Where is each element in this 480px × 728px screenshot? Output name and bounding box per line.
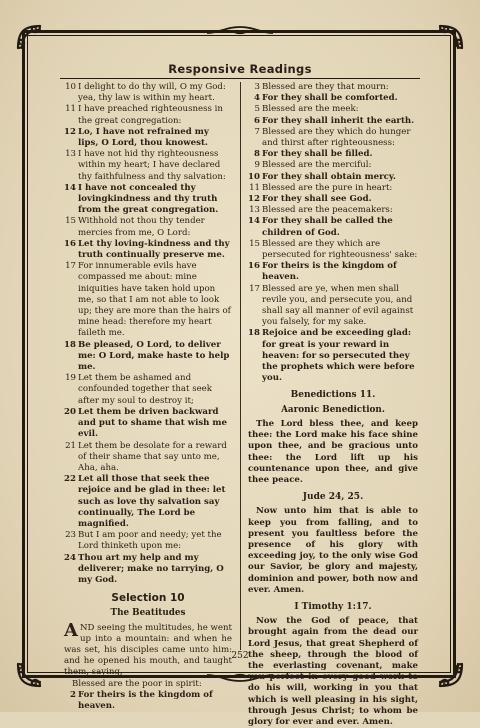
verse-number: 18 [64,339,76,350]
verse [248,82,418,93]
verse-text: For innumerable evils have compassed me about: mine iniquities have taken hold upon me, so that I am not able to look up; they are more than the hairs of mine head: therefore my heart faileth me. [78,261,231,339]
verse-number: 12 [248,194,260,205]
verse-number: 17 [65,261,76,272]
right-column [248,82,418,728]
verse [64,261,232,339]
intro-line: Blessed are the poor in spirit: [72,678,202,689]
corner-ornament-bottom-right [436,660,466,690]
corner-ornament-top-right [436,22,466,52]
verse-text: For they shall be comforted. [262,93,398,104]
timothy-reference: I Timothy 1:17. [294,601,372,612]
verse [248,104,418,115]
verse-number: 14 [64,182,76,193]
verse-number: 10 [65,82,76,92]
verse-number: 18 [248,328,260,339]
verse [64,690,232,712]
verse-number: 17 [249,283,260,294]
verse-number: 3 [254,82,260,92]
verse-number: 22 [64,474,76,485]
verse [248,93,418,104]
verse-text: For they shall obtain mercy. [262,171,396,182]
header-rule [60,78,420,79]
verse [64,553,232,587]
corner-ornament-top-left [14,22,44,52]
verse-number: 11 [249,182,260,193]
verse [64,474,232,530]
verse-text: I have not concealed thy lovingkindness and thy truth from the great congregation. [78,182,219,216]
verse-number: 11 [65,104,76,115]
beatitudes-intro [64,619,232,679]
verse [64,82,232,104]
verse [64,340,232,374]
verse-text: But I am poor and needy; yet the Lord thinketh upon me: [78,530,222,552]
verse-number: 14 [248,216,260,227]
verse-number: 19 [65,373,76,384]
verse-number: 16 [248,261,260,272]
verse [248,284,418,329]
verse [64,216,232,238]
verse-number: 10 [248,171,260,182]
benediction-title: Aaronic Benediction. [281,404,385,415]
verse-text: Withhold not thou thy tender mercies from me, O Lord: [78,216,205,238]
verse [64,149,232,183]
benediction-reference: Benedictions 11. [290,390,376,401]
verse-text: Blessed are the meek: [262,104,359,115]
corner-ornament-bottom-left [14,660,44,690]
verse-text: For they shall be filled. [262,149,373,160]
verse-text: Blessed are they which are persecuted for righteousness' sake: [262,238,418,261]
verse-text: Blessed are they that mourn: [262,82,389,92]
verse-number: 15 [249,238,260,249]
verse [64,239,232,261]
verse-number: 13 [65,149,76,160]
verse-text: Be pleased, O Lord, to deliver me: O Lord, make haste to help me. [78,339,230,373]
verse-number: 9 [254,160,260,171]
left-verse-list [64,82,232,586]
verse-number: 7 [254,126,260,137]
verse-number: 15 [65,216,76,227]
benediction-text: The Lord bless thee, and keep thee: the Lord make his face shine upon thee, and be gracious unto thee: the Lord lift up his countenance upon thee, and give thee peace. [248,418,418,485]
verse-text: Let all those that seek thee rejoice and be glad in thee: let such as love thy salvation say continually, The Lord be magnified. [78,474,226,529]
verse-text: Rejoice and be exceeding glad: for great is your reward in heaven: for so persecuted they the prophets which were before you. [262,328,415,384]
verse-number: 21 [65,440,76,451]
verse [248,183,418,194]
verse-text: I have preached righteousness in the great congregation: [78,104,223,126]
verse-text: Let them be driven backward and put to shame that wish me evil. [78,406,227,440]
verse-text: Lo, I have not refrained my lips, O Lord, thou knowest. [78,126,209,149]
verse-number: 4 [254,93,260,104]
verse-text: Blessed are ye, when men shall revile you, and persecute you, and shall say all manner of evil against you falsely, for my sake. [262,283,414,328]
verse-text: Blessed are the peacemakers: [262,205,393,216]
verse-text: Blessed are the pure in heart: [262,182,393,193]
verse-text: Blessed are the merciful: [262,160,372,171]
verse [248,216,418,238]
verse [248,328,418,384]
verse-text: For theirs is the kingdom of heaven. [262,261,397,283]
verse-number: 2 [70,689,76,700]
top-center-ornament [205,25,275,37]
page-number: 252 [231,651,249,661]
verse [248,172,418,183]
timothy-text: Now the God of peace, that brought again from the dead our Lord Jesus, that great Shepherd of the sheep, through the blood of the everlasting covenant, make you perfect in every good work to do his will, working in you that which is well pleasing in his sight, through Jesus Christ; to whom be glory for ever and ever. Amen. [248,616,418,727]
verse [248,149,418,160]
page-header: Responsive Readings [168,62,312,76]
verse-text: Blessed are they which do hunger and thirst after righteousness: [262,126,411,149]
verse-text: Thou art my help and my deliverer; make no tarrying, O my God. [78,552,224,585]
verse-text: I have not hid thy righteousness within my heart; I have declared thy faithfulness and thy salvation: [78,149,226,182]
verse-number: 8 [254,149,260,160]
verse [64,530,232,552]
verse [248,261,418,283]
verse-text: Let them be desolate for a reward of their shame that say unto me, Aha, aha. [78,440,227,473]
verse-number: 24 [64,552,76,563]
verse-number: 13 [249,205,260,216]
verse [248,127,418,149]
verse-text: For they shall inherit the earth. [262,115,415,126]
verse [248,160,418,171]
verse-number: 5 [254,104,260,115]
verse-text: For they shall see God. [262,194,372,205]
jude-reference: Jude 24, 25. [302,492,364,503]
verse-text: Let them be ashamed and confounded together that seek after my soul to destroy it; [78,373,212,406]
verse [64,407,232,441]
selection-subtitle: The Beatitudes [110,608,186,619]
verse [248,116,418,127]
column-divider [240,82,241,650]
right-verse-list [248,82,418,384]
jude-text: Now unto him that is able to keep you from falling, and to present you faultless before the presence of his glory with exceeding joy, to the only wise God our Savior, be glory and majesty, dominion and power, both now and ever. Amen. [248,506,418,595]
verse [248,239,418,261]
verse [64,183,232,217]
verse-number: 20 [64,406,76,417]
verse [64,373,232,407]
left-column [64,82,232,712]
verse-number: 23 [65,530,76,541]
verse [64,104,232,126]
verse [248,194,418,205]
verse-text: For theirs is the kingdom of heaven. [78,689,213,711]
verse [64,441,232,475]
verse-text: I delight to do thy will, O my God: yea, thy law is within my heart. [78,82,226,104]
verse-number: 6 [254,115,260,126]
verse [64,127,232,149]
verse-number: 12 [64,126,76,137]
drop-cap: A [64,619,78,641]
verse-text: For they shall be called the children of God. [262,216,393,238]
intro-text: ND seeing the multitudes, he went up into a mountain: and when he was set, his disciples came unto him: and he opened his mouth, and taught them, saying, [64,622,232,678]
selection-title: Selection 10 [111,592,185,605]
verse-text: Let thy loving-kindness and thy truth continually preserve me. [78,238,230,261]
verse [248,205,418,216]
verse-number: 16 [64,238,76,249]
